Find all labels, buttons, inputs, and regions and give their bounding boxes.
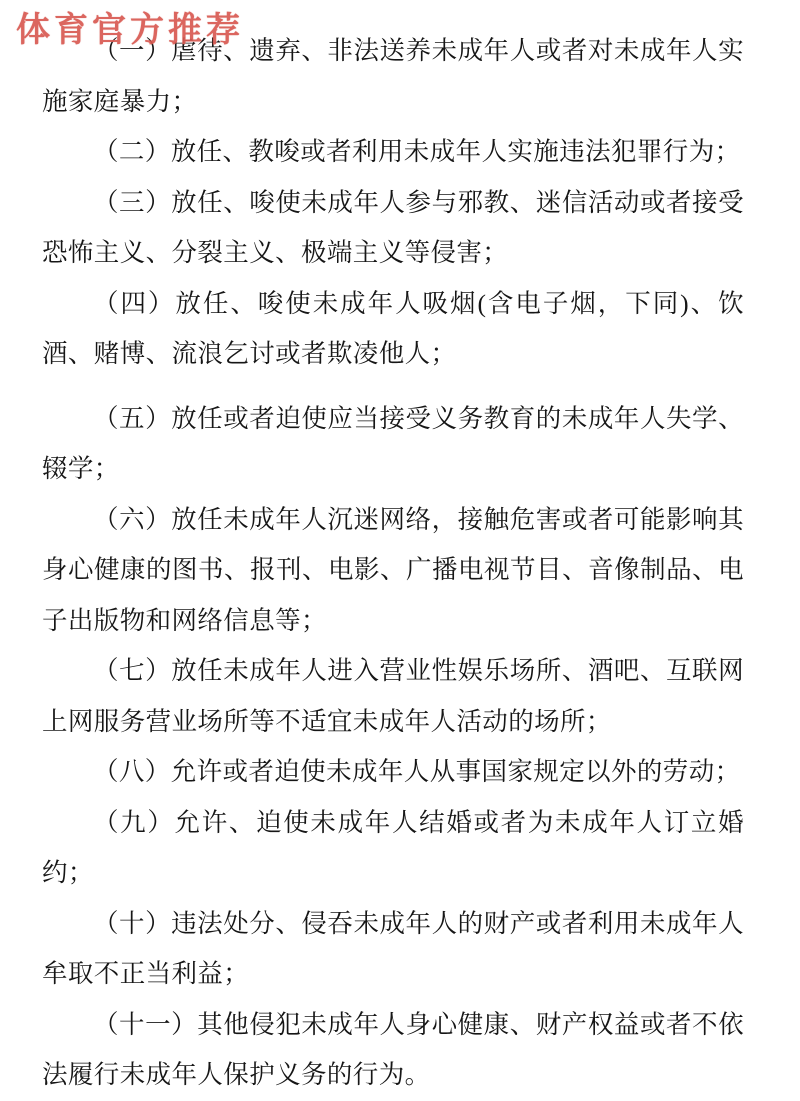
paragraph-item-1: （一）虐待、遗弃、非法送养未成年人或者对未成年人实施家庭暴力； [42,36,744,116]
paragraph-item-11: （十一）其他侵犯未成年人身心健康、财产权益或者不依法履行未成年人保护义务的行为。 [42,1009,744,1089]
paragraph-item-9: （九）允许、迫使未成年人结婚或者为未成年人订立婚约； [42,807,744,887]
paragraph-item-4: （四）放任、唆使未成年人吸烟(含电子烟，下同)、饮酒、赌博、流浪乞讨或者欺凌他人； [42,288,744,368]
paragraph-item-8: （八）允许或者迫使未成年人从事国家规定以外的劳动； [93,757,741,786]
paragraph-item-7: （七）放任未成年人进入营业性娱乐场所、酒吧、互联网上网服务营业场所等不适宜未成年人活动的场所； [42,656,744,736]
paragraph-item-6: （六）放任未成年人沉迷网络，接触危害或者可能影响其身心健康的图书、报刊、电影、广播电视节目、音像制品、电子出版物和网络信息等； [42,504,744,635]
paragraph-item-10: （十）违法处分、侵吞未成年人的财产或者利用未成年人牟取不正当利益； [42,908,744,988]
paragraph-item-3: （三）放任、唆使未成年人参与邪教、迷信活动或者接受恐怖主义、分裂主义、极端主义等侵害； [42,187,744,267]
document-body [42,26,744,1101]
paragraph-item-5: （五）放任或者迫使应当接受义务教育的未成年人失学、辍学； [42,403,744,483]
paragraph-item-2: （二）放任、教唆或者利用未成年人实施违法犯罪行为； [93,137,741,166]
watermark-text: 体育官方推荐 [16,10,244,50]
